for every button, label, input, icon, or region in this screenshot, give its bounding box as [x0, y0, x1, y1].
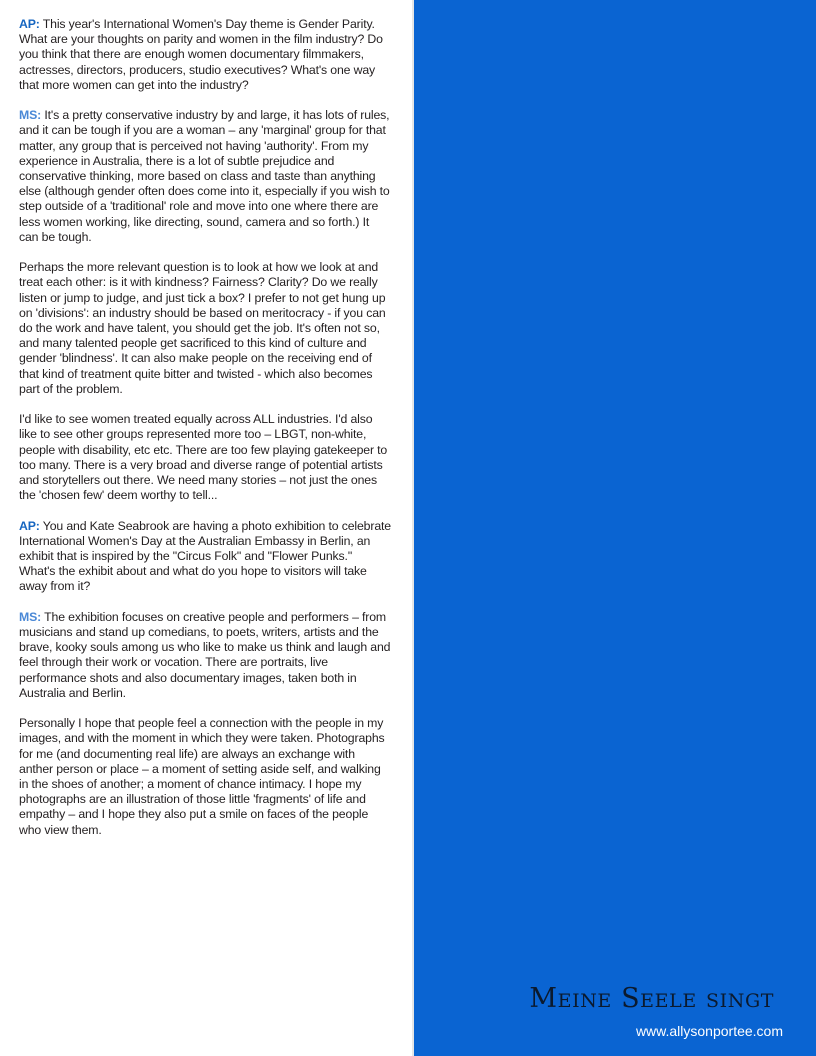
interview-text	[19, 17, 391, 853]
interview-paragraph	[19, 412, 391, 503]
speaker-label-ms: MS:	[19, 609, 42, 624]
interview-paragraph	[19, 260, 391, 397]
paragraph-text: I'd like to see women treated equally across ALL industries. I'd also like to see other groups represented more too – LBGT, non-white, people with disability, etc etc. There are too few playing gatekeeper to too many. There is a very broad and diverse range of potential artists and storytellers out there. We need many stories – not just the ones the 'chosen few' deem worthy to tell...	[19, 412, 388, 503]
paragraph-text: Perhaps the more relevant question is to look at how we look at and treat each other: is it with kindness? Fairness? Clarity? Do we really listen or jump to judge, and just tick a box? I prefer to not get hung up on 'divisions': an industry should be based on meritocracy - if you can do the work and have talent, you should get the job. It's often not so, and many talented people get sacrificed to this kind of culture and gender 'blindness'. It can also make people on the receiving end of that kind of treatment quite bitter and twisted - which also becomes part of the problem.	[19, 260, 386, 396]
interview-paragraph	[19, 108, 391, 245]
paragraph-text: This year's International Women's Day theme is Gender Parity. What are your thoughts on parity and women in the film industry? Do you think that there are enough women documentary filmmakers, actresses, directors, producers, studio executives? What's one way that more women can get into the industry?	[19, 17, 383, 92]
interview-paragraph	[19, 519, 391, 595]
interview-paragraph	[19, 716, 391, 838]
speaker-label-ms: MS:	[19, 108, 42, 123]
paragraph-text: The exhibition focuses on creative people and performers – from musicians and stand up comedians, to poets, writers, artists and the brave, kooky souls among us who like to make us think and laugh and feel through their work or vocation. There are portraits, live performance shots and also documentary images, taken both in Australia and Berlin.	[19, 609, 391, 700]
speaker-label-ap: AP:	[19, 17, 40, 31]
brand-title: Meine Seele singt	[529, 983, 774, 1014]
paragraph-text: You and Kate Seabrook are having a photo exhibition to celebrate International Women's Day at the Australian Embassy in Berlin, an exhibit that is inspired by the "Circus Folk" and "Flower Punks." What's the exhibit about and what do you hope to visitors will take away from it?	[19, 518, 391, 594]
paragraph-text: It's a pretty conservative industry by and large, it has lots of rules, and it can be tough if you are a woman – any 'marginal' group for that matter, any group that is perceived not having 'authority'. From my experience in Australia, there is a lot of subtle prejudice and conservative thinking, more based on class and taste than anything else (although gender often does come into it, especially if you wish to step outside of a 'traditional' role and move into one where there are less women working, like directing, sound, camera and so forth.) It can be tough.	[19, 108, 390, 244]
interview-paragraph	[19, 17, 391, 93]
website-link[interactable]: www.allysonportee.com	[635, 1023, 783, 1039]
interview-paragraph	[19, 610, 391, 701]
blue-panel	[414, 0, 816, 1056]
speaker-label-ap: AP:	[19, 518, 40, 533]
paragraph-text: Personally I hope that people feel a connection with the people in my images, and with the moment in which they were taken. Photographs for me (and documenting real life) are always an exchange with anther person or place – a moment of setting aside self, and walking in the shoes of another; a moment of chance intimacy. I hope my photographs are an illustration of those little 'fragments' of life and empathy – and I hope they also put a smile on faces of the people who view them.	[19, 716, 385, 837]
